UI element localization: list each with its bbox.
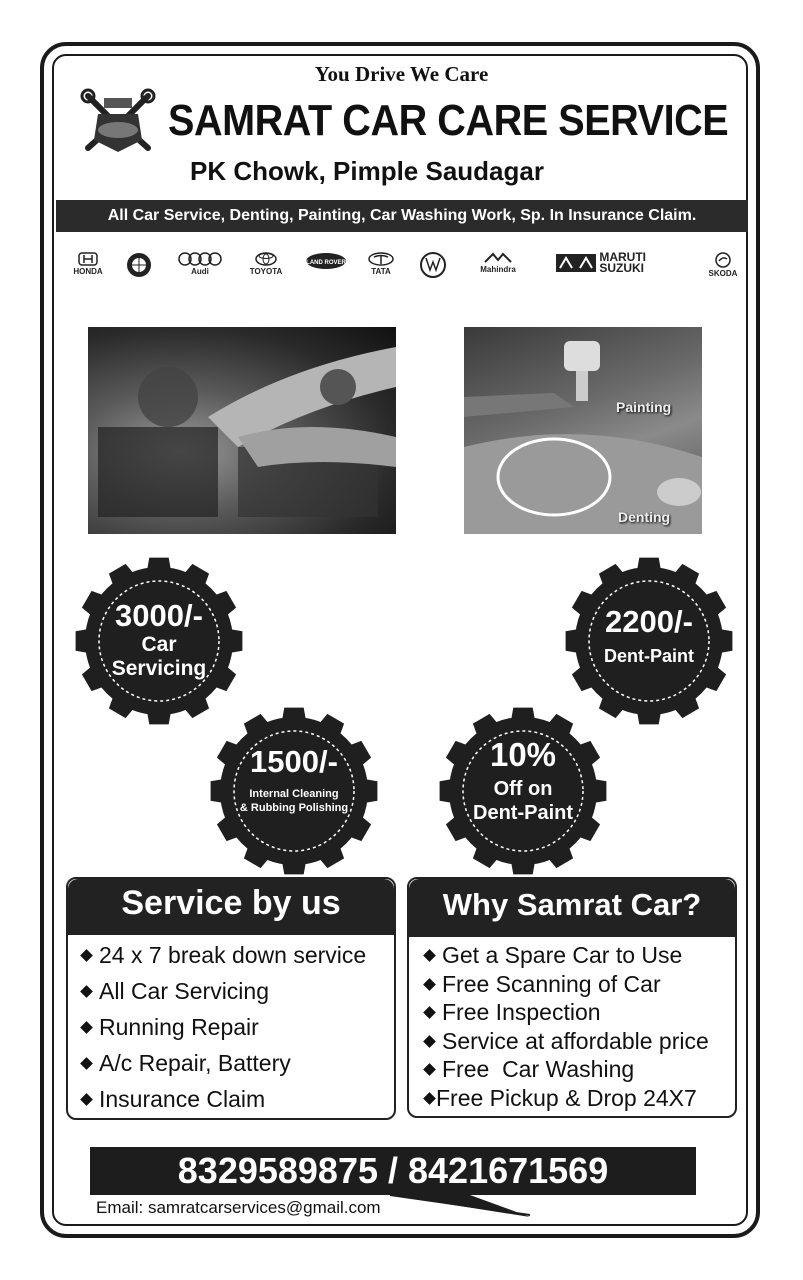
svg-text:LAND ROVER: LAND ROVER — [306, 260, 346, 266]
wrench-car-logo-icon — [80, 88, 156, 156]
offer-discount-badge: 10% Off on Dent-Paint — [438, 706, 608, 876]
why-list — [421, 941, 709, 1112]
business-title: SAMRAT CAR CARE SERVICE — [168, 96, 729, 145]
skoda-icon — [715, 252, 731, 268]
offer-dent-paint-badge: 2200/- Dent-Paint — [564, 556, 734, 726]
diamond-bullet-icon — [423, 1092, 436, 1105]
diamond-bullet-icon — [423, 949, 436, 962]
diamond-bullet-icon — [423, 1006, 436, 1019]
audi-rings-icon — [177, 252, 223, 266]
offer-car-servicing-badge: 3000/- Car Servicing — [74, 556, 244, 726]
brand-logos-row — [62, 252, 742, 282]
list-item: Free Scanning of Car — [421, 970, 709, 999]
diamond-bullet-icon — [423, 978, 436, 991]
diamond-bullet-icon — [80, 1021, 93, 1034]
business-location: PK Chowk, Pimple Saudagar — [190, 156, 544, 186]
maruti-suzuki-logo: MARUTI SUZUKI — [556, 252, 686, 274]
audi-logo: Audi — [174, 252, 226, 276]
skoda-logo: SKODA — [706, 252, 740, 278]
maruti-suzuki-icon — [556, 254, 596, 272]
list-item: Free Inspection — [421, 998, 709, 1027]
tata-icon — [368, 252, 394, 266]
engine-repair-photo — [88, 327, 396, 534]
land-rover-logo — [304, 252, 348, 272]
email-address[interactable]: Email: samratcarservices@gmail.com — [96, 1198, 381, 1217]
gear-icon — [564, 556, 734, 726]
tagline: You Drive We Care — [314, 62, 489, 86]
toyota-icon — [255, 252, 277, 266]
services-heading: Service by us — [68, 879, 394, 935]
diamond-bullet-icon — [423, 1063, 436, 1076]
painting-denting-photo — [464, 327, 702, 534]
diamond-bullet-icon — [80, 949, 93, 962]
list-item: Free Pickup & Drop 24X7 — [421, 1084, 709, 1113]
why-heading: Why Samrat Car? — [409, 879, 735, 937]
offer-internal-cleaning-badge: 1500/- Internal Cleaning & Rubbing Polishing — [209, 706, 379, 876]
list-item: Running Repair — [78, 1009, 366, 1045]
services-banner: All Car Service, Denting, Painting, Car Washing Work, Sp. In Insurance Claim. — [56, 200, 748, 232]
diamond-bullet-icon — [80, 1093, 93, 1106]
list-item: A/c Repair, Battery — [78, 1045, 366, 1081]
gear-body — [575, 567, 723, 715]
list-item: Service at affordable price — [421, 1027, 709, 1056]
diamond-bullet-icon — [423, 1035, 436, 1048]
list-item: Free Car Washing — [421, 1055, 709, 1084]
list-item: 24 x 7 break down service — [78, 937, 366, 973]
volkswagen-logo — [418, 252, 448, 279]
mahindra-logo: Mahindra — [466, 252, 530, 274]
tata-logo: TATA — [364, 252, 398, 276]
honda-logo: HONDA — [68, 252, 108, 276]
list-item: Get a Spare Car to Use — [421, 941, 709, 970]
honda-icon — [78, 252, 98, 266]
list-item: Insurance Claim — [78, 1081, 366, 1117]
services-box — [66, 877, 396, 1120]
phone-numbers[interactable]: 8329589875 / 8421671569 — [90, 1147, 696, 1195]
engine-illustration — [88, 327, 396, 534]
mahindra-icon — [483, 252, 513, 264]
diamond-bullet-icon — [80, 985, 93, 998]
denting-label: Denting — [618, 509, 671, 525]
why-box — [407, 877, 737, 1118]
diamond-bullet-icon — [80, 1057, 93, 1070]
volkswagen-icon — [420, 252, 446, 278]
services-list — [78, 937, 366, 1117]
toyota-logo: TOYOTA — [242, 252, 290, 276]
spray-gun-illustration — [464, 327, 702, 534]
land-rover-icon — [305, 252, 347, 270]
painting-label: Painting — [616, 399, 672, 415]
list-item: All Car Servicing — [78, 973, 366, 1009]
bmw-icon — [126, 252, 152, 278]
bmw-logo — [124, 252, 154, 279]
